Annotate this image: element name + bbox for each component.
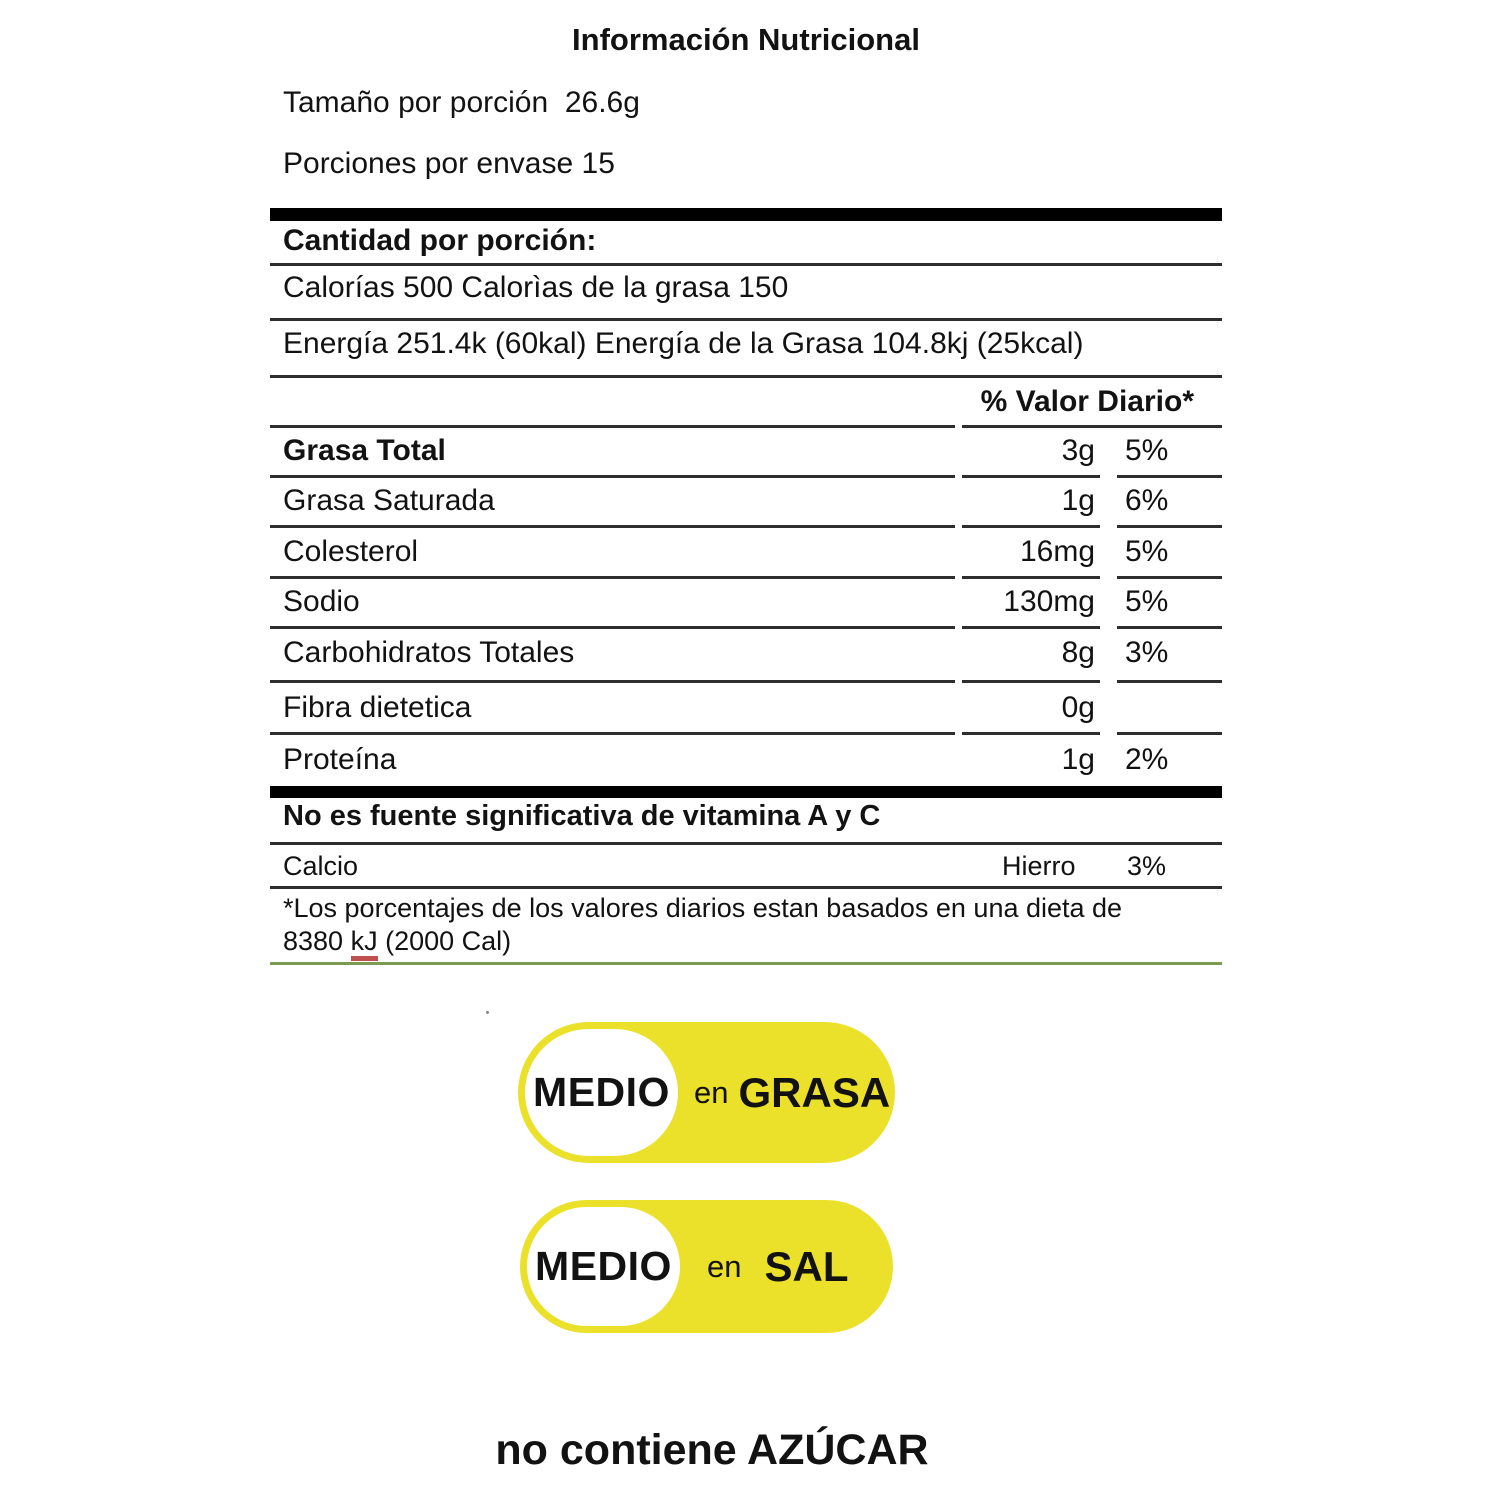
footnote-text: 8380: [283, 926, 351, 956]
daily-value-header-row: [270, 385, 1222, 428]
nutrition-title: Información Nutricional: [572, 22, 920, 57]
rule-segment: [1117, 475, 1222, 478]
divider-bar-top: [270, 208, 1222, 221]
nutrient-row-protein: [270, 741, 1222, 783]
nutrition-facts-table: [270, 0, 1222, 975]
minerals-row: [270, 849, 1222, 889]
badge-medio-en-sal: [520, 1200, 893, 1333]
vitamins-note: No es fuente significativa de vitamina A y C: [270, 800, 1222, 845]
nutrient-label: Grasa Saturada: [283, 484, 495, 517]
footnote-text: (2000 Cal): [377, 926, 512, 956]
rule-segment: [962, 680, 1100, 683]
badge-medio-en-grasa: [518, 1022, 895, 1163]
nutrient-row-saturated-fat: [270, 482, 1222, 528]
energy-row: Energía 251.4k (60kal) Energía de la Grasa 104.8kj (25kcal): [270, 327, 1222, 378]
olive-divider: [270, 962, 1222, 965]
nutrient-value: 3g: [1061, 434, 1095, 467]
nutrient-percent: 6%: [1125, 484, 1169, 517]
rule-segment: [962, 626, 1100, 629]
nutrient-value: 1g: [1061, 743, 1095, 776]
nutrient-value: 130mg: [1003, 585, 1095, 618]
rule-segment: [962, 525, 1100, 528]
rule-segment: [270, 576, 955, 579]
rule-segment: [1117, 732, 1222, 735]
nutrient-percent: 5%: [1125, 535, 1169, 568]
nutrient-label: Carbohidratos Totales: [283, 636, 575, 669]
nutrient-value: 0g: [1061, 691, 1095, 724]
rule-segment: [270, 425, 955, 428]
badge-nutrient: GRASA: [738, 1068, 891, 1116]
iron-percent: 3%: [1127, 851, 1167, 881]
medio-capsule: [527, 1207, 680, 1326]
rule-segment: [270, 525, 955, 528]
footnote-line-1: *Los porcentajes de los valores diarios estan basados en una dieta de: [283, 893, 1123, 923]
medio-text: MEDIO: [533, 1069, 670, 1115]
nutrient-row-total-fat: [270, 432, 1222, 478]
medio-capsule: [525, 1029, 678, 1156]
no-sugar-note: no contiene AZÚCAR: [495, 1426, 929, 1474]
rule-segment: [270, 626, 955, 629]
artifact-dot: [486, 1011, 489, 1014]
nutrient-label: Grasa Total: [283, 434, 446, 467]
badge-nutrient: SAL: [764, 1242, 849, 1290]
rule-segment: [962, 475, 1100, 478]
divider-bar-bottom: [270, 786, 1222, 798]
nutrient-value: 16mg: [1019, 535, 1095, 568]
nutrient-value: 8g: [1061, 636, 1095, 669]
nutrient-row-sodium: [270, 583, 1222, 629]
nutrient-percent: 3%: [1125, 636, 1169, 669]
daily-value-header: % Valor Diario*: [980, 385, 1194, 418]
nutrient-percent: 5%: [1125, 434, 1169, 467]
rule-segment: [270, 475, 955, 478]
rule-segment: [270, 680, 955, 683]
nutrient-label: Colesterol: [283, 535, 419, 568]
badge-connector: en: [707, 1248, 742, 1284]
badge-connector: en: [694, 1074, 729, 1110]
footnote-line-2: [283, 926, 511, 957]
nutrient-percent: 5%: [1125, 585, 1169, 618]
nutrient-row-total-carbs: [270, 634, 1222, 683]
nutrient-row-dietary-fiber: [270, 689, 1222, 735]
amount-per-serving-header: Cantidad por porción:: [270, 224, 1222, 266]
calcium-label: Calcio: [283, 851, 359, 881]
calories-row: Calorías 500 Calorìas de la grasa 150: [270, 271, 1222, 321]
nutrient-value: 1g: [1061, 484, 1095, 517]
rule-segment: [962, 732, 1100, 735]
iron-label: Hierro: [1002, 851, 1076, 881]
servings-per-container-line: Porciones por envase 15: [283, 147, 615, 180]
rule-segment: [1117, 525, 1222, 528]
nutrient-label: Fibra dietetica: [283, 691, 472, 724]
rule-segment: [1117, 680, 1222, 683]
rule-segment: [962, 576, 1100, 579]
rule-segment: [1117, 626, 1222, 629]
nutrient-percent: 2%: [1125, 743, 1169, 776]
rule-segment: [270, 732, 955, 735]
spellcheck-underline: kJ: [351, 926, 378, 961]
medio-text: MEDIO: [535, 1243, 672, 1289]
nutrient-label: Sodio: [283, 585, 360, 618]
rule-segment: [1117, 576, 1222, 579]
serving-size-line: Tamaño por porción 26.6g: [283, 86, 640, 119]
rule-segment: [962, 425, 1222, 428]
nutrient-label: Proteína: [283, 743, 397, 776]
nutrient-row-cholesterol: [270, 533, 1222, 579]
